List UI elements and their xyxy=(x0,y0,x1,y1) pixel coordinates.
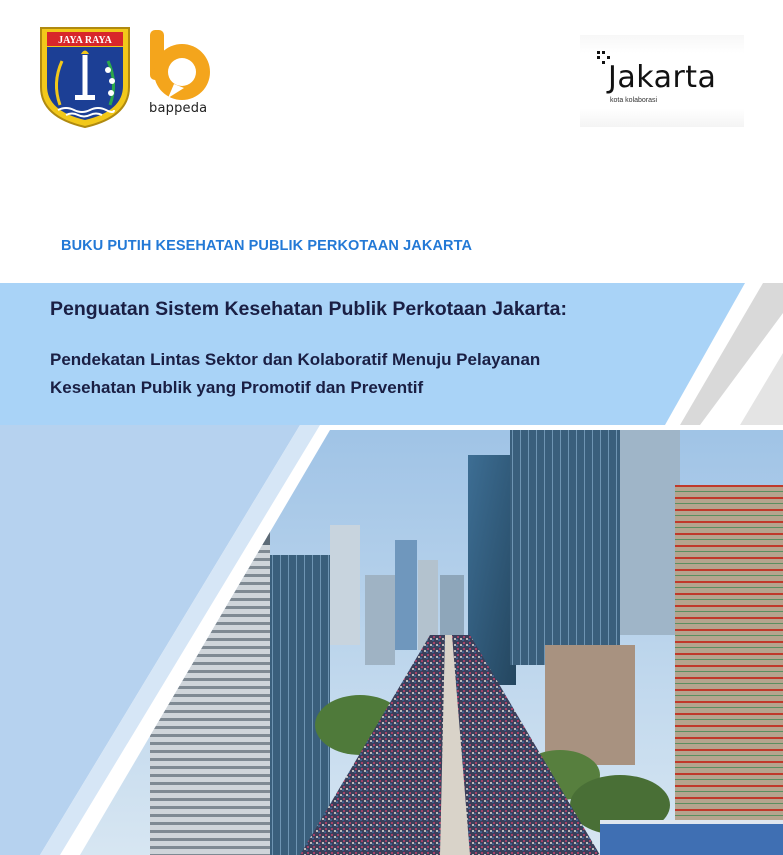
document-title: Penguatan Sistem Kesehatan Publik Perkotaan Jakarta: xyxy=(50,298,567,320)
document-subtitle xyxy=(50,346,710,402)
jakarta-tagline: kota kolaborasi xyxy=(610,97,658,104)
series-title: BUKU PUTIH KESEHATAN PUBLIK PERKOTAAN JAKARTA xyxy=(61,238,473,254)
jakarta-wordmark: Jakarta xyxy=(608,60,717,95)
subtitle-line-1: Pendekatan Lintas Sektor dan Kolaboratif Menuju Pelayanan xyxy=(50,350,541,369)
cover-photo xyxy=(0,425,783,855)
dki-motto: JAYA RAYA xyxy=(58,35,112,46)
dki-jakarta-coat-of-arms-icon xyxy=(38,25,132,129)
bappeda-wordmark: bappeda xyxy=(149,101,208,116)
subtitle-line-2: Kesehatan Publik yang Promotif dan Preventif xyxy=(50,378,424,397)
